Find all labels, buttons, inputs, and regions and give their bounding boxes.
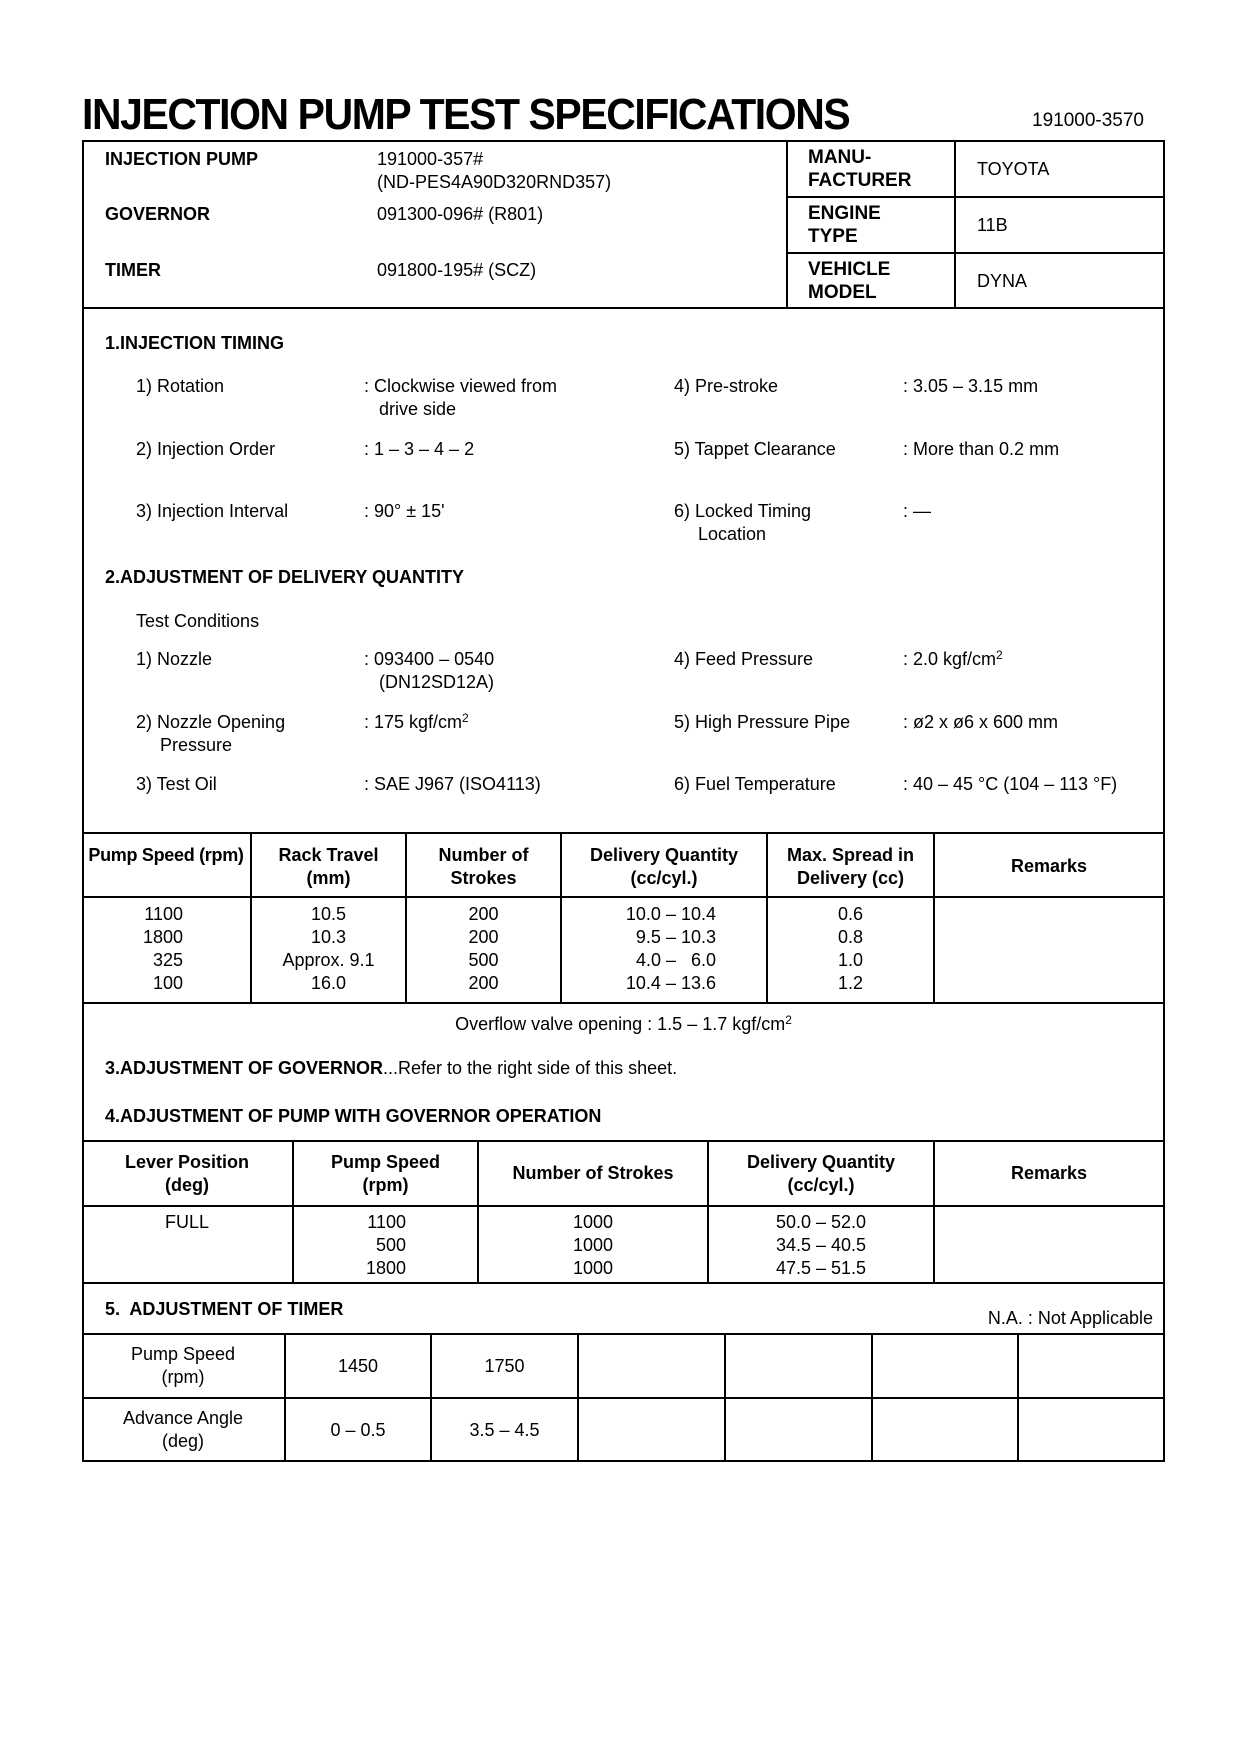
high-pressure-pipe-value: : ø2 x ø6 x 600 mm — [903, 712, 1059, 732]
vehicle-model-label-2: MODEL — [808, 282, 877, 303]
column-header-strokes-2: Strokes — [450, 868, 517, 888]
rule — [786, 140, 788, 308]
fuel-temperature-value: : 40 – 45 °C (104 – 113 °F) — [903, 774, 1118, 794]
nozzle-opening-pressure-label: 2) Nozzle Opening — [136, 712, 286, 732]
cell-delivery-quantity: 50.0 – 52.0 — [775, 1212, 867, 1232]
column-header-pump-speed: Pump Speed (rpm) — [88, 845, 244, 865]
rule — [82, 896, 1165, 898]
rule — [1163, 140, 1165, 1462]
injection-pump-label: INJECTION PUMP — [105, 149, 259, 169]
injection-interval-value: : 90° ± 15' — [364, 501, 445, 521]
prestroke-label: 4) Pre-stroke — [674, 376, 779, 396]
cell-max-spread: 1.0 — [837, 950, 864, 970]
column-header-delivery-quantity-unit: (cc/cyl.) — [630, 868, 698, 888]
column-header-pump-speed: Pump Speed — [330, 1152, 441, 1172]
rule — [82, 1460, 1165, 1462]
rule — [82, 1333, 1165, 1335]
rule — [786, 252, 1164, 254]
advance-angle-unit: (deg) — [161, 1431, 205, 1451]
cell-pump-speed: 1800 — [142, 927, 183, 947]
high-pressure-pipe-label: 5) High Pressure Pipe — [674, 712, 851, 732]
cell-max-spread: 0.8 — [837, 927, 864, 947]
locked-timing-label: 6) Locked Timing — [674, 501, 812, 521]
column-header-delivery-quantity: Delivery Quantity — [746, 1152, 896, 1172]
manufacturer-label: MANU- — [808, 147, 872, 168]
cell-pump-speed: 500 — [375, 1235, 406, 1255]
column-header-pump-speed-unit: (rpm) — [362, 1175, 409, 1195]
rule — [871, 1333, 873, 1461]
cell-delivery-quantity: 34.5 – 40.5 — [775, 1235, 867, 1255]
timer-pump-speed-unit: (rpm) — [161, 1367, 205, 1387]
column-header-rack-travel-unit: (mm) — [306, 868, 351, 888]
rule — [954, 140, 956, 308]
nozzle-opening-pressure-value: : 175 kgf/$cm^2$ — [364, 711, 469, 732]
cell-strokes: 200 — [468, 927, 499, 947]
rotation-value: : Clockwise viewed from — [364, 376, 558, 396]
rule — [82, 140, 84, 1462]
cell-rack-travel: Approx. 9.1 — [282, 950, 375, 970]
advance-angle-value: 0 – 0.5 — [330, 1420, 386, 1440]
column-header-delivery-quantity-unit: (cc/cyl.) — [787, 1175, 855, 1195]
locked-timing-label-2: Location — [698, 524, 767, 544]
rotation-label: 1) Rotation — [136, 376, 225, 396]
test-conditions-label: Test Conditions — [136, 611, 260, 631]
manufacturer-value: TOYOTA — [977, 159, 1050, 179]
column-header-max-spread-unit: Delivery (cc) — [796, 868, 905, 888]
cell-pump-speed: 1100 — [367, 1212, 406, 1232]
governor-label: GOVERNOR — [105, 204, 211, 224]
timer-label: TIMER — [105, 260, 161, 280]
cell-max-spread: 1.2 — [837, 973, 864, 993]
rule — [82, 307, 1165, 309]
vehicle-model-value: DYNA — [977, 271, 1028, 291]
rule — [82, 1002, 1165, 1004]
cell-pump-speed: 325 — [152, 950, 183, 970]
cell-delivery-quantity: 10.0 – 10.4 — [625, 904, 716, 924]
fuel-temperature-label: 6) Fuel Temperature — [674, 774, 836, 794]
tappet-clearance-value: : More than 0.2 mm — [903, 439, 1060, 459]
nozzle-label: 1) Nozzle — [136, 649, 213, 669]
section-heading-delivery: 2.ADJUSTMENT OF DELIVERY QUANTITY — [105, 567, 465, 587]
column-header-remarks: Remarks — [1010, 856, 1088, 876]
rule — [724, 1333, 726, 1461]
test-oil-label: 3) Test Oil — [136, 774, 217, 794]
column-header-delivery-quantity: Delivery Quantity — [589, 845, 739, 865]
cell-delivery-quantity: 4.0 – 6.0 — [635, 950, 716, 970]
section-heading-pump-governor: 4.ADJUSTMENT OF PUMP WITH GOVERNOR OPERATION — [105, 1106, 602, 1126]
locked-timing-value: : — — [903, 501, 932, 521]
rule — [786, 196, 1164, 198]
rule — [82, 832, 1165, 834]
advance-angle-value: 3.5 – 4.5 — [469, 1420, 540, 1440]
feed-pressure-label: 4) Feed Pressure — [674, 649, 814, 669]
cell-rack-travel: 16.0 — [310, 973, 347, 993]
not-applicable-note: N.A. : Not Applicable — [987, 1308, 1153, 1328]
nozzle-value: : 093400 – 0540 — [364, 649, 495, 669]
timer-speed-value: 1450 — [337, 1356, 379, 1376]
page-title: INJECTION PUMP TEST SPECIFICATIONS — [82, 90, 850, 139]
test-oil-value: : SAE J967 (ISO4113) — [364, 774, 541, 794]
cell-strokes: 1000 — [572, 1212, 614, 1232]
vehicle-model-label: VEHICLE — [808, 259, 891, 280]
cell-pump-speed: 1800 — [365, 1258, 406, 1278]
column-header-strokes: Number of Strokes — [512, 1163, 674, 1183]
overflow-valve-note: Overflow valve opening : 1.5 – 1.7 kgf/$cm^2$ — [455, 1013, 792, 1034]
engine-type-label: ENGINE — [808, 203, 881, 224]
column-header-strokes: Number of — [438, 845, 529, 865]
rule — [82, 1140, 1165, 1142]
rule — [82, 1282, 1165, 1284]
cell-strokes: 200 — [468, 973, 499, 993]
cell-strokes: 1000 — [572, 1258, 614, 1278]
section-heading-timer: 5. ADJUSTMENT OF TIMER — [105, 1299, 344, 1319]
column-header-lever-position: Lever Position — [124, 1152, 250, 1172]
section-heading-injection-timing: 1.INJECTION TIMING — [105, 333, 285, 353]
cell-delivery-quantity: 10.4 – 13.6 — [625, 973, 716, 993]
column-header-remarks: Remarks — [1010, 1163, 1088, 1183]
cell-strokes: 500 — [468, 950, 499, 970]
feed-pressure-value: : 2.0 kgf/$cm^2$ — [903, 648, 1003, 669]
rule — [577, 1333, 579, 1461]
nozzle-opening-pressure-label-2: Pressure — [160, 735, 233, 755]
engine-type-label-2: TYPE — [808, 226, 858, 247]
injection-order-value: : 1 – 3 – 4 – 2 — [364, 439, 475, 459]
rule — [82, 1397, 1165, 1399]
injection-interval-label: 3) Injection Interval — [136, 501, 289, 521]
column-header-lever-position-unit: (deg) — [165, 1175, 209, 1195]
cell-delivery-quantity: 9.5 – 10.3 — [635, 927, 716, 947]
document-number: 191000-3570 — [1032, 110, 1144, 131]
column-header-max-spread: Max. Spread in — [786, 845, 915, 865]
engine-type-value: 11B — [977, 215, 1008, 235]
timer-value: 091800-195# (SCZ) — [377, 260, 537, 280]
rule — [1017, 1333, 1019, 1461]
governor-value: 091300-096# (R801) — [377, 204, 544, 224]
cell-pump-speed: 1100 — [144, 904, 183, 924]
cell-pump-speed: 100 — [152, 973, 183, 993]
section-heading-governor: 3.ADJUSTMENT OF GOVERNOR...Refer to the right side of this sheet. — [105, 1058, 678, 1078]
timer-speed-value: 1750 — [484, 1356, 525, 1376]
cell-max-spread: 0.6 — [837, 904, 864, 924]
nozzle-model: (DN12SD12A) — [379, 672, 495, 692]
manufacturer-label-2: FACTURER — [808, 170, 912, 191]
rotation-value-2: drive side — [379, 399, 457, 419]
rule — [82, 1205, 1165, 1207]
injection-pump-value: 191000-357# — [377, 149, 484, 169]
tappet-clearance-label: 5) Tappet Clearance — [674, 439, 836, 459]
injection-pump-model: (ND-PES4A90D320RND357) — [377, 172, 612, 192]
cell-delivery-quantity: 47.5 – 51.5 — [775, 1258, 867, 1278]
cell-rack-travel: 10.5 — [310, 904, 347, 924]
advance-angle-label: Advance Angle — [122, 1408, 244, 1428]
injection-order-label: 2) Injection Order — [136, 439, 276, 459]
rule — [82, 140, 1165, 142]
prestroke-value: : 3.05 – 3.15 mm — [903, 376, 1039, 396]
timer-pump-speed-label: Pump Speed — [130, 1344, 236, 1364]
cell-strokes: 1000 — [572, 1235, 614, 1255]
column-header-rack-travel: Rack Travel — [278, 845, 379, 865]
cell-strokes: 200 — [468, 904, 499, 924]
cell-rack-travel: 10.3 — [310, 927, 347, 947]
cell-lever-position: FULL — [164, 1212, 209, 1232]
